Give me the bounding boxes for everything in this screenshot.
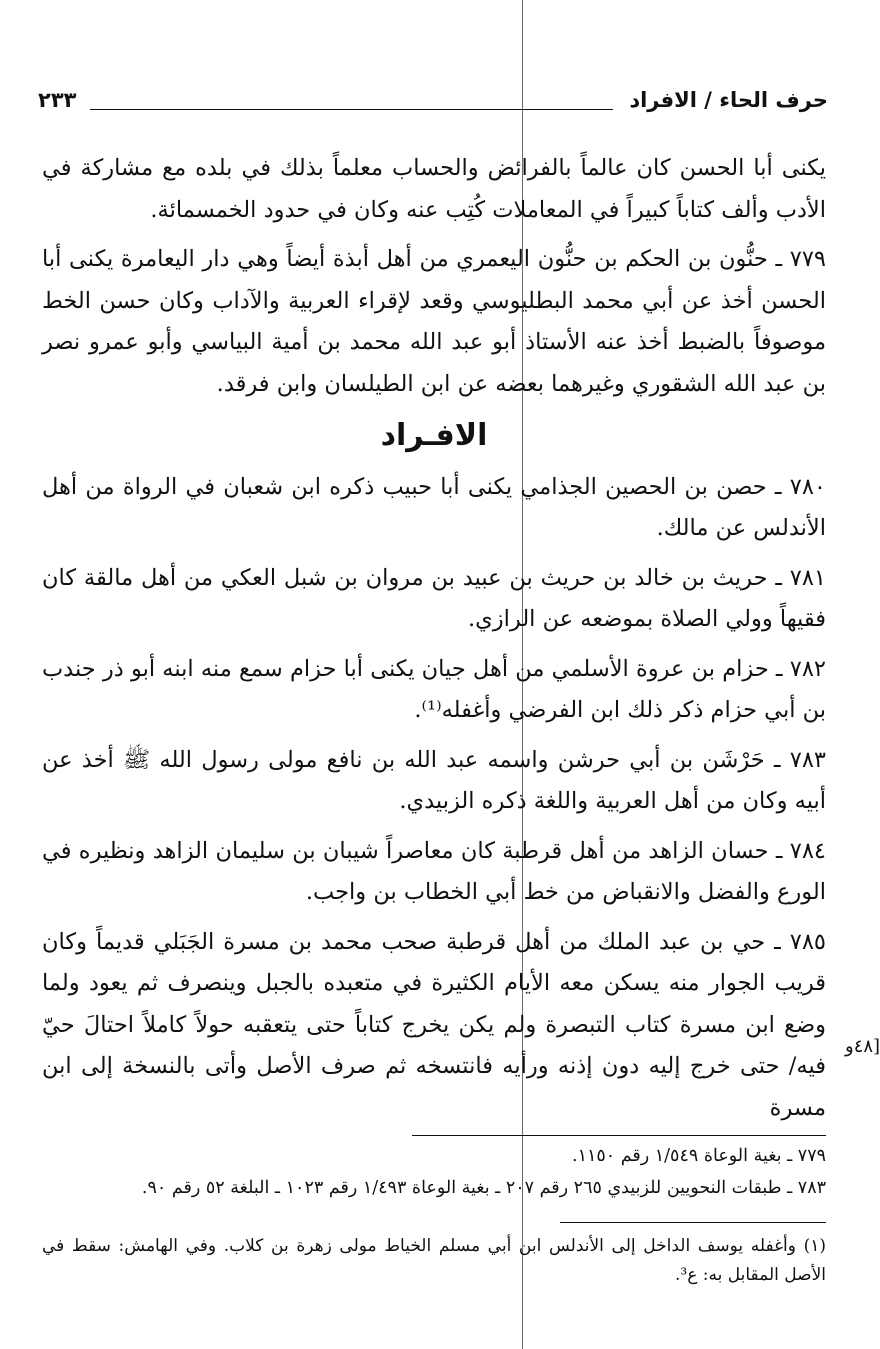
entry-780: ٧٨٠ ـ حصن بن الحصين الجذامي يكنى أبا حبيب ذكره ابن شعبان في الرواة من أهل الأندلس عن مالك.: [42, 473, 826, 541]
header-title: حرف الحاء / الافراد: [629, 88, 828, 112]
paragraph-continuation: يكنى أبا الحسن كان عالماً بالفرائض والحساب معلماً بذلك في بلده مع مشاركة في الأدب وألف كتاباً كبيراً في المعاملات كُتِب عنه وكان في حدود الخمسمائة.: [42, 155, 826, 223]
footnote-rule: [560, 1222, 826, 1223]
source-note: ٧٨٣ ـ طبقات النحويين للزبيدي ٢٦٥ رقم ٢٠٧ ـ بغية الوعاة ١/٤٩٣ رقم ١٠٢٣ ـ البلغة ٥٢ رقم ٩٠.: [141, 1178, 826, 1198]
main-text: [42, 148, 826, 1129]
margin-folio-note: [٤٨و: [845, 1036, 880, 1057]
footnote: [42, 1232, 826, 1290]
section-heading: الافـراد: [380, 418, 488, 453]
entry-783: ٧٨٣ ـ حَرْشَن بن أبي حرشن واسمه عبد الله بن نافع مولى رسول الله ﷺ أخذ عن أبيه وكان من أهل العربية واللغة ذكره الزبيدي.: [42, 746, 826, 814]
entry-782: ٧٨٢ ـ حزام بن عروة الأسلمي من أهل جيان يكنى أبا حزام سمع منه ابنه أبو ذر جندب بن أبي حزام ذكر ذلك ابن الفرضي وأغفله⁽¹⁾.: [42, 655, 826, 723]
entry-784: ٧٨٤ ـ حسان الزاهد من أهل قرطبة كان معاصراً شيبان بن سليمان الزاهد ونظيره في الورع والفضل والانقباض من خط أبي الخطاب بن واجب.: [42, 837, 826, 905]
entry-779: ٧٧٩ ـ حنُّون بن الحكم بن حنُّون اليعمري من أهل أبذة أيضاً وهي دار اليعامرة يكنى أبا الحسن أخذ عن أبي محمد البطليوسي وقعد لإقراء العربية والآداب وكان حسن الخط موصوفاً بالضبط أخذ عنه الأستاذ أبو عبد الله محمد بن أمية البياسي وأبو عمرو نصر بن عبد الله الشقوري وغيرهما بعضه عن ابن الطيلسان وابن فرقد.: [42, 246, 826, 397]
running-header: [38, 88, 828, 118]
notes-rule: [412, 1135, 826, 1136]
source-notes: [42, 1140, 826, 1204]
source-note: ٧٧٩ ـ بغية الوعاة ١/٥٤٩ رقم ١١٥٠.: [571, 1146, 826, 1166]
header-rule: [90, 109, 613, 110]
entry-785: ٧٨٥ ـ حي بن عبد الملك من أهل قرطبة صحب محمد بن مسرة الجَبَلي قديماً وكان قريب الجوار منه يسكن معه الأيام الكثيرة في متعبده بالجبل وينصرف ثم يعود ولما وضع ابن مسرة كتاب التبصرة ولم يكن يخرج كتاباً حتى يتعقبه حولاً كاملاً احتالَ حيّ فيه/ حتى خرج إليه دون إذنه ورأيه فانتسخه ثم صرف الأصل وأتى بالنسخة إلى ابن مسرة: [42, 928, 826, 1121]
entry-781: ٧٨١ ـ حريث بن خالد بن حريث بن عبيد بن مروان بن شبل العكي من أهل مالقة كان فقيهاً وولي الصلاة بموضعه عن الرازي.: [42, 564, 826, 632]
page-number: ٢٣٣: [38, 88, 77, 112]
footnote-text: (١) وأغفله يوسف الداخل إلى الأندلس ابن أبي مسلم الخياط مولى زهرة بن كلاب. وفي الهامش: سقط في الأصل المقابل به: ع³.: [42, 1236, 826, 1285]
